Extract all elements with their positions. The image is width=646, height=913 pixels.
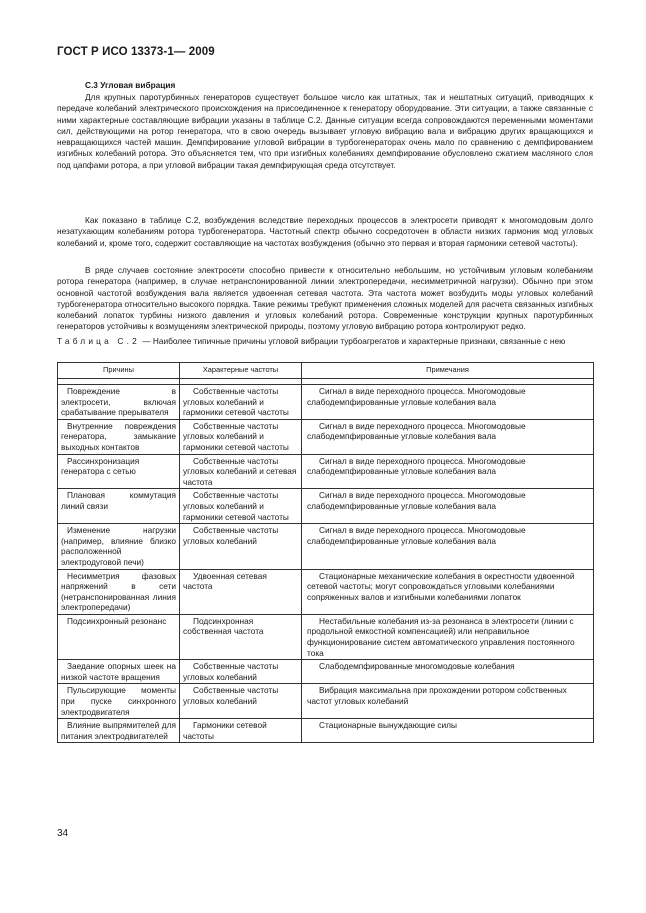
cell-note: Стационарные механические колебания в окрестности удвоенной сетевой частоты; могут сопровождаться угловыми колебаниями сопряженных валов и изгибными колебаниями лопаток — [302, 569, 594, 614]
table-row — [58, 524, 594, 569]
cell-note: Нестабильные колебания из-за резонанса в электросети (линии с продольной емкостной компенсацией) или неправильное функционирование систем автоматического управления постоянного тока — [302, 614, 594, 659]
cell-frequency: Собственные частоты угловых колебаний — [180, 660, 302, 684]
cell-cause: Внутренние повреждения генератора, замыкание выходных контактов — [58, 419, 180, 454]
cell-cause: Изменение нагрузки (например, влияние близко расположенной электродуговой печи) — [58, 524, 180, 569]
causes-table — [57, 362, 594, 743]
cell-cause: Несимметрия фазовых напряжений в сети (нетранспонированная линия электропередачи) — [58, 569, 180, 614]
table-row — [58, 719, 594, 743]
table-row — [58, 569, 594, 614]
table-caption — [57, 336, 593, 347]
cell-cause: Заедание опорных шеек на низкой частоте вращения — [58, 660, 180, 684]
cell-note: Слабодемпфированные многомодовые колебания — [302, 660, 594, 684]
table-header-row — [58, 363, 594, 379]
cell-frequency: Собственные частоты угловых колебаний и гармоники сетевой частоты — [180, 489, 302, 524]
cell-frequency: Удвоенная сетевая частота — [180, 569, 302, 614]
cell-frequency: Собственные частоты угловых колебаний и гармоники сетевой частоты — [180, 419, 302, 454]
cell-note: Сигнал в виде переходного процесса. Многомодовые слабодемпфированные угловые колебания вала — [302, 385, 594, 420]
paragraph: Как показано в таблице С.2, возбуждения вследствие переходных процессов в электросети приводят к многомодовым долго незатухающим колебаниям ротора турбогенератора. Частотный спектр обычно сосредоточен в области низких гармоник мод угловых колебаний и, кроме того, содержит составляющие на частотах возбуждения (обычно это первая и вторая гармоники сетевой частоты). — [57, 215, 593, 248]
table-row — [58, 385, 594, 420]
table-label: Таблица С.2 — [57, 336, 140, 346]
header-notes: Примечания — [302, 363, 594, 379]
table-caption-text: — Наиболее типичные причины угловой вибрации турбоагрегатов и характерные признаки, связанные с нею — [139, 336, 566, 346]
cell-frequency: Собственные частоты угловых колебаний и гармоники сетевой частоты — [180, 385, 302, 420]
table-row — [58, 489, 594, 524]
table-row — [58, 660, 594, 684]
cell-note: Сигнал в виде переходного процесса. Многомодовые слабодемпфированные угловые колебания вала — [302, 454, 594, 489]
body-text-block — [57, 215, 593, 249]
page-number: 34 — [57, 828, 69, 839]
cell-cause: Повреждение в электросети, включая срабатывание прерывателя — [58, 385, 180, 420]
table-row — [58, 684, 594, 719]
cell-cause: Влияние выпрямителей для питания электродвигателей — [58, 719, 180, 743]
cell-frequency: Собственные частоты угловых колебаний — [180, 684, 302, 719]
cell-cause: Плановая коммутация линий связи — [58, 489, 180, 524]
table-row — [58, 454, 594, 489]
cell-note: Стационарные вынуждающие силы — [302, 719, 594, 743]
cell-frequency: Собственные частоты угловых колебаний — [180, 524, 302, 569]
document-header: ГОСТ Р ИСО 13373-1— 2009 — [57, 46, 215, 58]
paragraph: В ряде случаев состояние электросети способно привести к относительно небольшим, но устойчивым угловым колебаниям ротора генератора (например, в случае нетранспонированной линии электропередачи, несимметричной нагрузки). Обычно при этом основной частотой возбуждения вала является удвоенная сетевая частота. Эта частота может возбудить моды угловых колебаний турбогенератора относительно высокого порядка. Такие режимы требуют применения сложных моделей для расчета связанных изгибных колебаний лопаток турбины низкого давления и угловых колебаний ротора. Современные конструкции крупных паротурбинных генераторов устойчивы к возмущениям электрической природы, поэтому угловую вибрацию ротора контролируют редко. — [57, 265, 594, 332]
table-row — [58, 614, 594, 659]
cell-frequency: Гармоники сетевой частоты — [180, 719, 302, 743]
table-row — [58, 419, 594, 454]
table-body — [58, 379, 594, 743]
cell-note: Сигнал в виде переходного процесса. Многомодовые слабодемпфированные угловые колебания вала — [302, 524, 594, 569]
section-title: С.3 Угловая вибрация — [85, 80, 176, 90]
body-text-block — [57, 265, 593, 333]
cell-cause: Подсинхронный резонанс — [58, 614, 180, 659]
cell-note: Сигнал в виде переходного процесса. Многомодовые слабодемпфированные угловые колебания вала — [302, 489, 594, 524]
cell-cause: Пульсирующие моменты при пуске синхронного электродвигателя — [58, 684, 180, 719]
cell-frequency: Собственные частоты угловых колебаний и сетевая частота — [180, 454, 302, 489]
header-causes: Причины — [58, 363, 180, 379]
cell-frequency: Подсинхронная собственная частота — [180, 614, 302, 659]
body-text-block — [57, 92, 593, 171]
paragraph: Для крупных паротурбинных генераторов существует большое число как штатных, так и нештатных ситуаций, приводящих к передаче колебаний электрического происхождения на присоединенное к генератору оборудование. Эти ситуации, а также связанные с ними характерные составляющие вибрации указаны в таблице С.2. Данные ситуации всегда сопровождаются переменными моментами сил, действующими на ротор генератора, что в свою очередь вызывает угловую вибрацию вала и вибрацию других вращающихся и невращающихся частей машин. Демпфирование угловой вибрации в турбогенераторах очень мало по сравнению с демпфированием изгибных колебаний ротора. Это объясняется тем, что при изгибных колебаниях демпфирование обусловлено сжатием масляного слоя под цапфами ротора, а при угловой вибрации такая демпфирующая среда отсутствует. — [57, 92, 593, 170]
header-frequencies: Характерные частоты — [180, 363, 302, 379]
cell-note: Сигнал в виде переходного процесса. Многомодовые слабодемпфированные угловые колебания вала — [302, 419, 594, 454]
cell-note: Вибрация максимальна при прохождении ротором собственных частот угловых колебаний — [302, 684, 594, 719]
cell-cause: Рассинхронизация генератора с сетью — [58, 454, 180, 489]
